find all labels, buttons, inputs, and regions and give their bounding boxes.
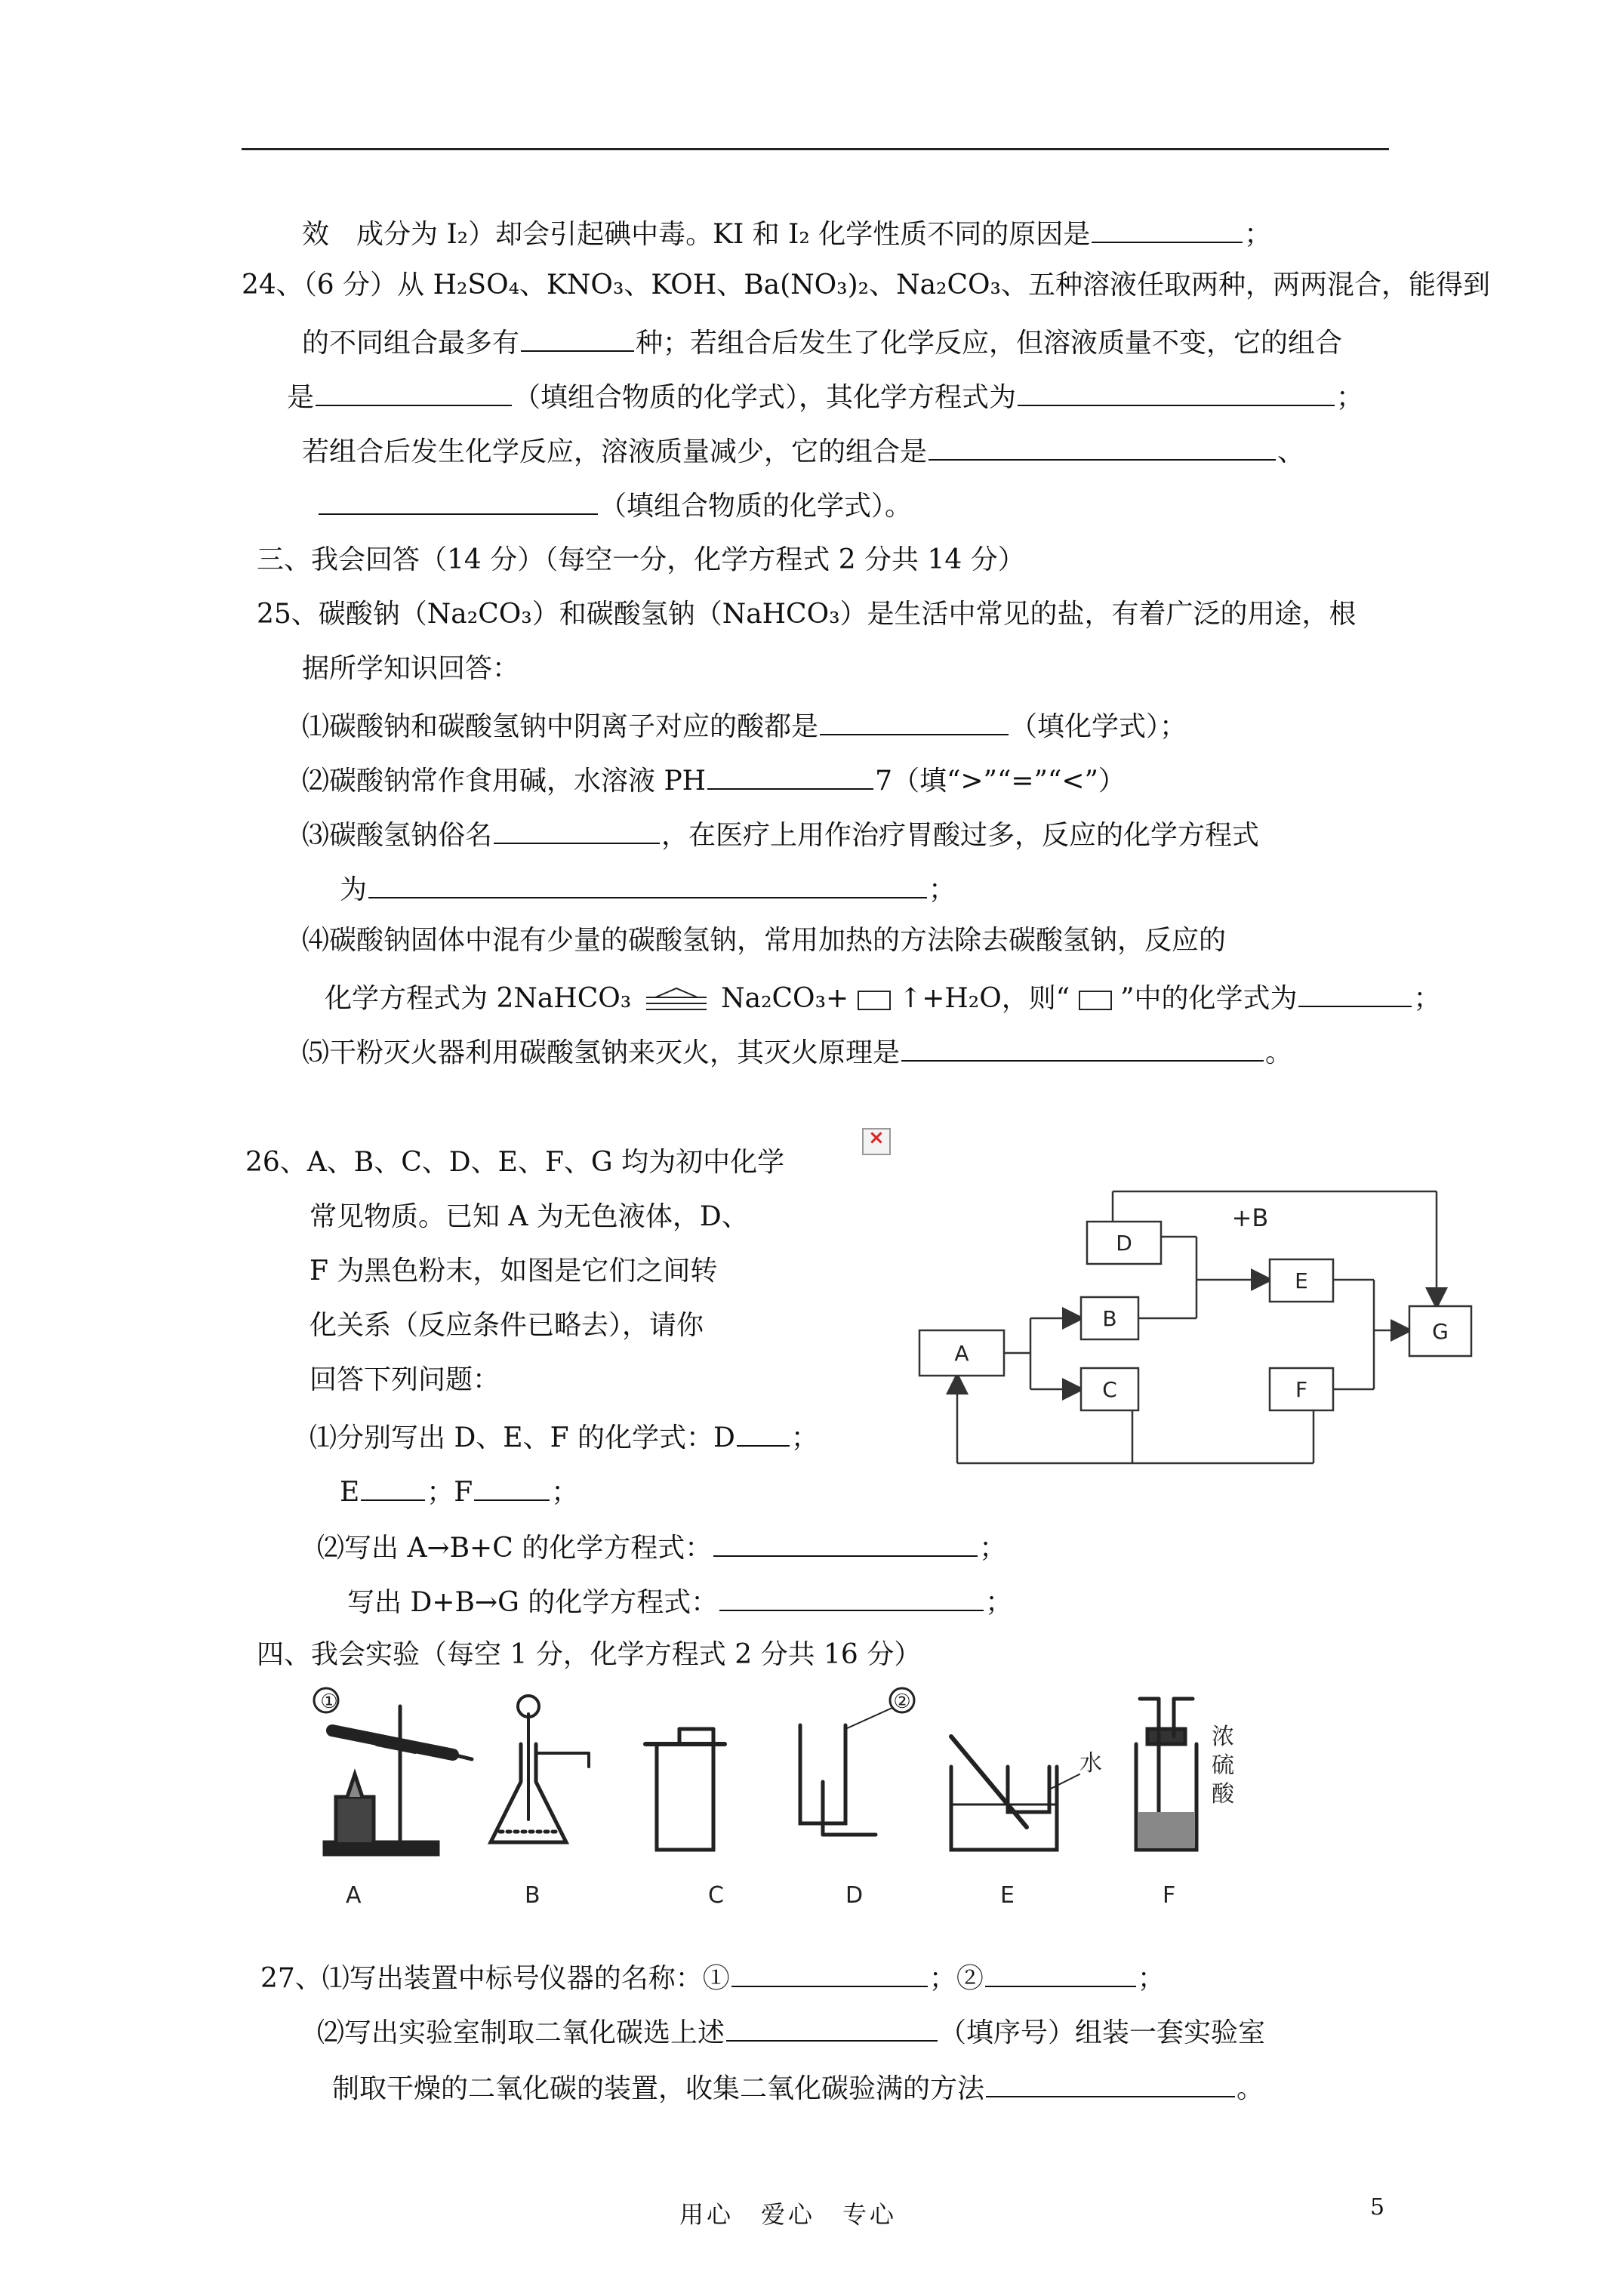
answer-blank[interactable] bbox=[319, 486, 598, 515]
answer-blank[interactable] bbox=[737, 1418, 790, 1447]
apparatus-label-e: E bbox=[1000, 1882, 1015, 1909]
acid-label-2: 硫 bbox=[1212, 1752, 1234, 1779]
q26-part-3: 写出 D+B→G 的化学方程式： ； bbox=[347, 1583, 1012, 1620]
apparatus-e bbox=[951, 1737, 1079, 1850]
q25-part-3: ⑶碳酸氢钠俗名 ，在医疗上用作治疗胃酸过多，反应的化学方程式 bbox=[302, 815, 1259, 852]
answer-blank[interactable] bbox=[713, 1528, 978, 1557]
q24-line-3: 是 （填组合物质的化学式），其化学方程式为 ； bbox=[287, 378, 1363, 415]
answer-blank[interactable] bbox=[929, 432, 1276, 461]
q24-line-5: （填组合物质的化学式）。 bbox=[317, 486, 912, 523]
apparatus-label-f: F bbox=[1163, 1882, 1176, 1909]
footer-motto: 用心 爱心 专心 bbox=[679, 2200, 898, 2229]
heat-arrow-icon bbox=[640, 987, 713, 1014]
q26-line-2: 常见物质。已知 A 为无色液体，D、 bbox=[310, 1201, 749, 1232]
header-rule bbox=[242, 148, 1389, 150]
q25-line-2: 据所学知识回答： bbox=[302, 653, 520, 684]
q27-part-1: 27、⑴写出装置中标号仪器的名称：① ；② ； bbox=[260, 1959, 1165, 1996]
water-label: 水 bbox=[1079, 1750, 1102, 1777]
node-g-label: G bbox=[1432, 1319, 1449, 1344]
answer-blank[interactable] bbox=[985, 1959, 1136, 1987]
q26-line-3: F 为黑色粉末，如图是它们之间转 bbox=[310, 1256, 718, 1287]
apparatus-label-a: A bbox=[346, 1882, 362, 1909]
relation-diagram bbox=[906, 1170, 1495, 1487]
acid-label-1: 浓 bbox=[1212, 1724, 1234, 1750]
unknown-box-icon bbox=[1079, 991, 1112, 1010]
answer-blank[interactable] bbox=[1298, 978, 1412, 1007]
node-c-label: C bbox=[1102, 1377, 1117, 1402]
plus-b-label: +B bbox=[1231, 1203, 1269, 1232]
apparatus-label-b: B bbox=[525, 1882, 540, 1909]
q24-line-2: 的不同组合最多有 种；若组合后发生了化学反应，但溶液质量不变，它的组合 bbox=[302, 323, 1342, 360]
broken-image-icon: × bbox=[862, 1128, 891, 1155]
answer-blank[interactable] bbox=[820, 707, 1009, 735]
q25-part-3-cont: 为 ； bbox=[340, 870, 956, 907]
q26-part-1: ⑴分别写出 D、E、F 的化学式：D ； bbox=[310, 1418, 818, 1455]
q27-part-2: ⑵写出实验室制取二氧化碳选上述 （填序号）组装一套实验室 bbox=[317, 2013, 1265, 2050]
section-4-heading: 四、我会实验（每空 1 分，化学方程式 2 分共 16 分） bbox=[257, 1639, 922, 1670]
answer-blank[interactable] bbox=[474, 1472, 550, 1501]
q26-line-5: 回答下列问题： bbox=[310, 1364, 500, 1395]
apparatus-a bbox=[314, 1688, 472, 1854]
marker-2-label: ② bbox=[893, 1690, 911, 1713]
q25-part-5: ⑸干粉灭火器利用碳酸氢钠来灭火，其灭火原理是 。 bbox=[302, 1033, 1292, 1070]
answer-blank[interactable] bbox=[494, 815, 660, 844]
q24-line-4: 若组合后发生化学反应，溶液质量减少，它的组合是 、 bbox=[302, 432, 1304, 469]
answer-blank[interactable] bbox=[1018, 378, 1335, 406]
page-number: 5 bbox=[1370, 2194, 1385, 2220]
node-d-label: D bbox=[1116, 1231, 1132, 1256]
apparatus-figure bbox=[302, 1684, 1268, 1910]
apparatus-f bbox=[1136, 1699, 1196, 1850]
node-b-label: B bbox=[1102, 1306, 1117, 1331]
answer-blank[interactable] bbox=[901, 1033, 1264, 1062]
node-f-label: F bbox=[1295, 1377, 1308, 1402]
q25-line-1: 25、碳酸钠（Na₂CO₃）和碳酸氢钠（NaHCO₃）是生活中常见的盐，有着广泛的用途，根 bbox=[257, 599, 1357, 630]
answer-blank[interactable] bbox=[1092, 214, 1243, 243]
q24-line-1: 24、（6 分）从 H₂SO₄、KNO₃、KOH、Ba(NO₃)₂、Na₂CO₃、五种溶液任取两种，两两混合，能得到 bbox=[242, 270, 1490, 300]
section-3-heading: 三、我会回答（14 分）（每空一分，化学方程式 2 分共 14 分） bbox=[257, 544, 1025, 575]
q26-line-1: 26、A、B、C、D、E、F、G 均为初中化学 bbox=[245, 1147, 785, 1178]
node-e-label: E bbox=[1295, 1268, 1308, 1293]
answer-blank[interactable] bbox=[707, 761, 873, 790]
q26-part-2: ⑵写出 A→B+C 的化学方程式： ； bbox=[317, 1528, 1006, 1565]
answer-blank[interactable] bbox=[521, 323, 634, 352]
q25-part-4: ⑷碳酸钠固体中混有少量的碳酸氢钠，常用加热的方法除去碳酸氢钠，反应的 bbox=[302, 925, 1227, 956]
answer-blank[interactable] bbox=[368, 870, 927, 898]
apparatus-b bbox=[491, 1696, 589, 1842]
q23-tail: 效 成分为 I₂）却会引起碘中毒。KI 和 I₂ 化学性质不同的原因是 ； bbox=[302, 214, 1271, 251]
q25-part-4-cont: 化学方程式为 2NaHCO₃ Na₂CO₃+ ↑+H₂O，则“ ”中的化学式为 ； bbox=[325, 978, 1440, 1015]
answer-blank[interactable] bbox=[316, 378, 512, 406]
q26-line-4: 化关系（反应条件已略去），请你 bbox=[310, 1310, 704, 1341]
acid-label-3: 酸 bbox=[1212, 1781, 1234, 1808]
answer-blank[interactable] bbox=[361, 1472, 425, 1501]
q25-part-2: ⑵碳酸钠常作食用碱，水溶液 PH 7（填“>”“=”“<”） bbox=[302, 761, 1126, 798]
unknown-box-icon bbox=[858, 991, 891, 1010]
apparatus-label-c: C bbox=[708, 1882, 724, 1909]
node-a-label: A bbox=[954, 1341, 969, 1366]
answer-blank[interactable] bbox=[719, 1583, 984, 1611]
apparatus-label-d: D bbox=[845, 1882, 864, 1909]
q26-part-1-cont: E ；F ； bbox=[340, 1472, 578, 1509]
answer-blank[interactable] bbox=[726, 2013, 938, 2042]
apparatus-c bbox=[645, 1729, 725, 1850]
marker-1-label: ① bbox=[320, 1690, 338, 1713]
answer-blank[interactable] bbox=[986, 2069, 1235, 2097]
q27-part-3: 制取干燥的二氧化碳的装置，收集二氧化碳验满的方法 。 bbox=[332, 2069, 1264, 2106]
answer-blank[interactable] bbox=[731, 1959, 928, 1987]
q25-part-1: ⑴碳酸钠和碳酸氢钠中阴离子对应的酸都是 （填化学式）； bbox=[302, 707, 1187, 744]
